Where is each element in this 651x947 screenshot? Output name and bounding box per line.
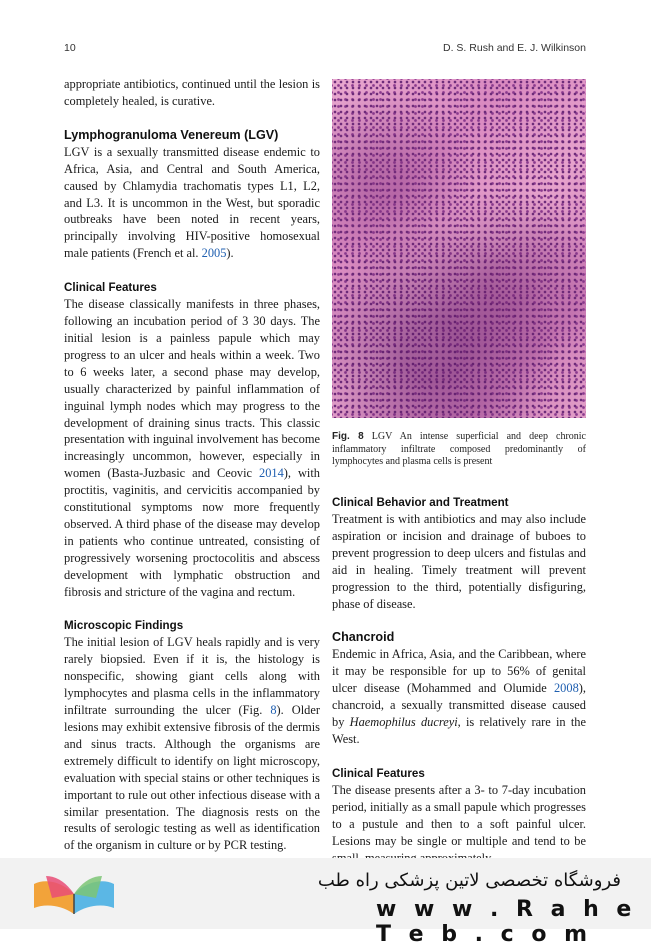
figure-caption-text: LGV An intense superficial and deep chronic inflammatory infiltrate composed predominantly of lymphocytes and plasma cells is present xyxy=(332,431,586,468)
citation-link[interactable]: 2014 xyxy=(259,466,284,481)
running-header xyxy=(64,42,586,58)
lgv-paragraph: LGV is a sexually transmitted disease endemic to Africa, Asia, and Central and South America, caused by Chlamydia trachomatis types L1, L2, and L3. It is uncommon in the West, but sporadic outbreaks have been noted in recent years, principally involving HIV-positive homosexual male patients (French et al. 2005). xyxy=(64,144,320,261)
clinical-behavior-heading: Clinical Behavior and Treatment xyxy=(332,496,509,509)
figure-label: Fig. 8 xyxy=(332,431,364,442)
page-number: 10 xyxy=(64,42,76,54)
right-column xyxy=(332,494,586,866)
chancroid-heading: Chancroid xyxy=(332,630,395,645)
clinical-features-paragraph: The disease classically manifests in three phases, following an incubation period of 3 30 days. The initial lesion is a painless papule which may progress to an ulcer and heals within a week. Two to 6 weeks later, a second phase may develop, usually characterized by painful inflammation of inguinal lymph nodes which may progress to the development of draining sinus tracts. This classic presentation with inguinal involvement has become increasingly uncommon, however, especially in women (Basta-Juzbasic and Ceovic 2014), with proctitis, vaginitis, and cervicitis accompanied by constitutional symptoms now more frequently observed. A third phase of the disease may develop in patients who continue untreated, consisting of progressively worsening proctocolitis and abscess development with lymphatic obstruction and fibrosis and stricture of the vagina and rectum. xyxy=(64,297,320,599)
clinical-features-paragraph-2: The disease presents after a 3- to 7-day incubation period, initially as a small papule which progresses to a pustule and then to a soft painful ulcer. Lesions may be single or multiple and tend to be xyxy=(332,782,586,848)
chancroid-paragraph: Endemic in Africa, Asia, and the Caribbean, where it may be responsible for up to 56% of genital ulcer disease (Mohammed and Olumide 2008), chancroid, a sexually transmitted disease caused by Haemophilus ducreyi, is relatively rare in the West. xyxy=(332,647,586,746)
histology-figure-image xyxy=(332,79,586,418)
microscopic-findings-heading: Microscopic Findings xyxy=(64,619,184,633)
microscopic-findings-paragraph: The initial lesion of LGV heals rapidly and is very rarely biopsied. Even if it is, the histology is nonspecific, showing giant cells along with lymphocytes and plasma cells in the inflammatory infiltrate surrounding the ulcer (Fig. 8). Older lesions may exhibit extensive fibrosis of the dermis and sinus tracts. Although the organisms are extremely difficult to identify on light microscopy, evaluation with special stains or other techniques is important to rule out other infectious disease with a similar presentation. The diagnosis rests on the results of serologic testing as well as identification of the organism in culture or by PCR testing. xyxy=(64,635,320,853)
left-column xyxy=(64,76,320,854)
lgv-heading: Lymphogranuloma Venereum (LGV) xyxy=(64,127,279,142)
clinical-features-heading-2: Clinical Features xyxy=(332,766,425,780)
citation-link[interactable]: 2008 xyxy=(553,681,579,696)
running-authors: D. S. Rush and E. J. Wilkinson xyxy=(443,42,586,54)
store-name: فروشگاه تخصصی لاتین پزشکی راه طب xyxy=(317,870,621,891)
figure-caption xyxy=(332,431,586,469)
figure-link[interactable]: 8 xyxy=(270,703,277,718)
clinical-features-heading: Clinical Features xyxy=(64,281,157,295)
website-url: w w w . R a h e T e b . c o m xyxy=(376,897,637,947)
citation-link[interactable]: 2005 xyxy=(201,246,227,261)
intro-paragraph: appropriate antibiotics, continued until the lesion is completely healed, is curative. xyxy=(64,77,320,108)
clinical-behavior-paragraph: Treatment is with antibiotics and may also include aspiration or incision and drainage of buboes to prevent progression to deep ulcers and fistulas and aid in healing. Timely treatment will prevent progression to the third, potentially disfiguring, phase of disease. xyxy=(332,512,586,611)
book-logo-icon xyxy=(30,868,118,920)
